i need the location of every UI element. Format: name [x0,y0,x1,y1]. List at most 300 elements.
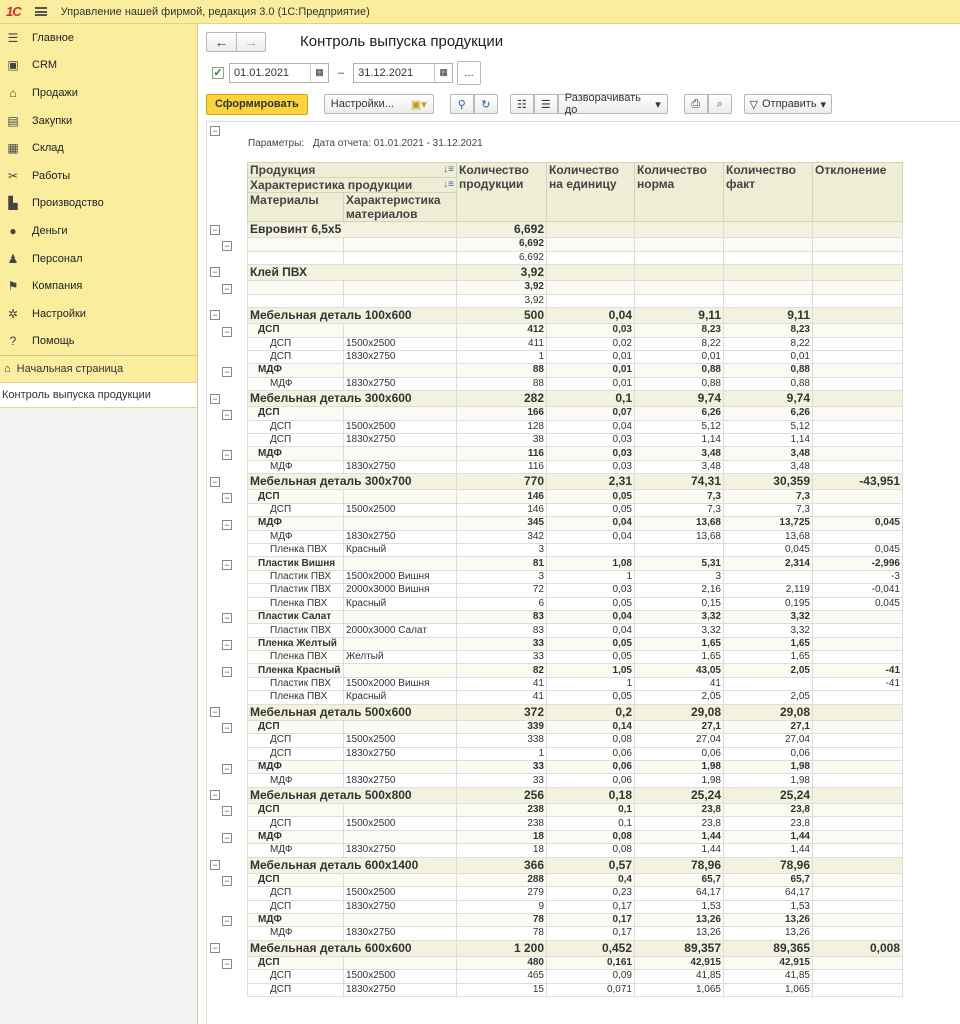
cell-qty-product: 238 [457,817,547,830]
cell-qty-per-unit: 0,17 [547,913,635,926]
table-row[interactable] [248,530,903,543]
material-group-row[interactable] [248,610,903,623]
sidebar-item[interactable] [0,217,197,245]
table-row[interactable] [248,624,903,637]
cell-qty-product: 146 [457,503,547,516]
cell-characteristic [344,490,457,503]
cell-deviation [813,787,903,803]
cell-qty-norm: 9,11 [635,307,724,323]
sidebar-open-page[interactable] [0,382,197,408]
material-group-row[interactable] [248,364,903,377]
cell-qty-per-unit: 0,08 [547,830,635,843]
report-area[interactable] [206,121,960,1024]
cell-qty-product: 1 200 [457,940,547,956]
cell-qty-per-unit: 0,08 [547,734,635,747]
cell-qty-fact: 78,96 [724,857,813,873]
cell-qty-per-unit: 2,31 [547,474,635,490]
cell-qty-fact: 23,8 [724,817,813,830]
sidebar-item[interactable] [0,245,197,273]
cell-name: Евровинт 6,5х5 [248,222,457,238]
cell-deviation [813,222,903,238]
sidebar-item[interactable] [0,107,197,135]
cell-name: ДСП [248,350,344,363]
product-group-row[interactable] [248,704,903,720]
cell-qty-fact: 1,14 [724,434,813,447]
cell-qty-norm [635,281,724,294]
collapse-group-icon[interactable]: − [222,450,232,460]
home-icon: ⌂ [4,363,11,376]
collapse-group-icon[interactable]: − [210,225,220,235]
cell-qty-product: 338 [457,734,547,747]
cell-qty-product: 38 [457,434,547,447]
cell-qty-product: 6,692 [457,222,547,238]
table-row[interactable] [248,337,903,350]
table-row[interactable] [248,460,903,473]
sidebar-item[interactable] [0,328,197,356]
sidebar-current-label: Контроль выпуска продукции [2,389,151,402]
cell-qty-fact: 0,06 [724,747,813,760]
cell-characteristic: Красный [344,691,457,704]
cell-qty-per-unit: 0,04 [547,624,635,637]
table-row[interactable] [248,503,903,516]
cell-characteristic: 1500х2000 Вишня [344,570,457,583]
material-group-row[interactable] [248,830,903,843]
sidebar-item-label: Продажи [32,86,78,99]
cell-name: МДФ [248,774,344,787]
cell-qty-norm: 1,44 [635,830,724,843]
cell-qty-product: 6,692 [457,251,547,264]
cell-qty-fact: 8,23 [724,324,813,337]
cell-qty-product: 146 [457,490,547,503]
cell-qty-norm: 5,31 [635,557,724,570]
cell-characteristic: 1830х2750 [344,774,457,787]
table-row[interactable] [248,350,903,363]
product-group-row[interactable] [248,787,903,803]
params-label: Параметры: [248,138,305,149]
cell-qty-fact: 27,1 [724,720,813,733]
cell-characteristic [344,761,457,774]
product-group-row[interactable] [248,222,903,238]
sidebar-item[interactable] [0,162,197,190]
cell-qty-product: 770 [457,474,547,490]
collapse-group-icon[interactable]: − [222,806,232,816]
sidebar-item[interactable] [0,79,197,107]
table-row[interactable] [248,817,903,830]
cell-name: Мебельная деталь 300х700 [248,474,457,490]
cell-name: ДСП [248,420,344,433]
cell-qty-product: 1 [457,350,547,363]
cell-qty-per-unit: 0,04 [547,307,635,323]
cell-qty-fact: 0,045 [724,543,813,556]
cell-characteristic: 1500х2500 [344,503,457,516]
sidebar-item-label: Персонал [32,252,83,265]
material-group-row[interactable] [248,490,903,503]
sidebar-item[interactable] [0,300,197,328]
cell-qty-fact: 42,915 [724,956,813,969]
cell-qty-product: 78 [457,927,547,940]
cell-qty-fact: 65,7 [724,873,813,886]
table-row[interactable] [248,584,903,597]
cell-name [248,251,344,264]
cell-deviation [813,887,903,900]
cell-qty-fact: 13,26 [724,913,813,926]
table-row[interactable] [248,844,903,857]
collapse-header-icon[interactable]: − [210,126,220,136]
material-group-row[interactable] [248,324,903,337]
collapse-group-icon[interactable]: − [222,959,232,969]
table-row[interactable] [248,294,903,307]
material-group-row[interactable] [248,720,903,733]
cell-qty-product: 81 [457,557,547,570]
cell-characteristic: 1500х2500 [344,970,457,983]
cell-characteristic [344,913,457,926]
cell-qty-fact: 5,12 [724,420,813,433]
table-row[interactable] [248,377,903,390]
table-row[interactable] [248,570,903,583]
collapse-group-icon[interactable]: − [222,520,232,530]
forward-button[interactable] [236,32,266,52]
collapse-group-icon[interactable]: − [210,394,220,404]
sidebar-item[interactable] [0,24,197,52]
collapse-group-icon[interactable]: − [222,367,232,377]
cell-qty-fact: 2,314 [724,557,813,570]
cell-qty-fact: 9,11 [724,307,813,323]
gear-icon: ✲ [7,306,19,321]
material-group-row[interactable] [248,913,903,926]
collapse-all-button[interactable] [534,94,558,114]
cell-qty-fact: 9,74 [724,391,813,407]
collapse-group-icon[interactable]: − [222,916,232,926]
material-group-row[interactable] [248,956,903,969]
cell-qty-product: 116 [457,460,547,473]
table-row[interactable] [248,983,903,996]
cell-qty-per-unit: 0,03 [547,324,635,337]
cell-qty-norm: 1,98 [635,774,724,787]
cell-characteristic: 1830х2750 [344,434,457,447]
product-group-row[interactable] [248,391,903,407]
crm-icon: ▣ [7,58,19,73]
cell-deviation [813,391,903,407]
collapse-group-icon[interactable]: − [222,640,232,650]
cell-qty-norm: 8,22 [635,337,724,350]
material-group-row[interactable] [248,407,903,420]
cell-characteristic: 2000х3000 Вишня [344,584,457,597]
collapse-group-icon[interactable]: − [222,327,232,337]
cell-characteristic: 2000х3000 Салат [344,624,457,637]
cell-deviation [813,460,903,473]
cell-name: МДФ [248,761,344,774]
cell-name: Пленка ПВХ [248,691,344,704]
cell-name: ДСП [248,720,344,733]
cell-qty-per-unit: 1,05 [547,664,635,677]
collapse-group-icon[interactable]: − [222,723,232,733]
collapse-group-icon[interactable]: − [222,493,232,503]
cell-qty-per-unit: 0,17 [547,927,635,940]
cell-characteristic [344,803,457,816]
cell-deviation [813,294,903,307]
material-group-row[interactable] [248,281,903,294]
cell-deviation [813,803,903,816]
cell-qty-product: 282 [457,391,547,407]
cell-qty-norm: 27,1 [635,720,724,733]
people-icon: ♟ [7,251,19,266]
calendar-icon[interactable]: ▦ [434,64,452,82]
table-row[interactable] [248,927,903,940]
period-selector [212,62,481,83]
collapse-group-icon[interactable]: − [222,613,232,623]
money-icon: ● [9,223,17,238]
collapse-group-icon[interactable]: − [210,267,220,277]
cell-name: ДСП [248,956,344,969]
cell-qty-product: 33 [457,637,547,650]
collapse-group-icon[interactable]: − [222,284,232,294]
preview-button[interactable] [708,94,732,114]
cell-name: Пластик Вишня [248,557,344,570]
cell-qty-product: 33 [457,774,547,787]
cell-deviation [813,774,903,787]
cell-qty-fact: 7,3 [724,503,813,516]
cell-name: Пленка Желтый [248,637,344,650]
cell-qty-product: 9 [457,900,547,913]
cell-characteristic: 1830х2750 [344,844,457,857]
cell-qty-norm: 5,12 [635,420,724,433]
cell-qty-product: 6 [457,597,547,610]
send-button[interactable] [744,94,832,114]
cell-deviation [813,857,903,873]
cell-qty-product: 33 [457,651,547,664]
table-row[interactable] [248,597,903,610]
table-row[interactable] [248,900,903,913]
cell-qty-per-unit: 0,04 [547,530,635,543]
cell-characteristic: 1500х2500 [344,817,457,830]
header-qty-product: Количество продукции [457,163,547,222]
calendar-icon[interactable]: ▦ [310,64,328,82]
table-row[interactable] [248,251,903,264]
collapse-group-icon[interactable]: − [222,764,232,774]
cell-name: ДСП [248,434,344,447]
cell-deviation: 0,045 [813,597,903,610]
cell-qty-product: 41 [457,691,547,704]
cell-qty-norm: 41 [635,677,724,690]
cell-qty-norm: 0,88 [635,364,724,377]
cell-deviation [813,983,903,996]
cell-characteristic [344,447,457,460]
send-icon: ▽ [749,98,758,111]
cell-qty-per-unit: 0,4 [547,873,635,886]
cell-characteristic: 1830х2750 [344,377,457,390]
cell-name: Пленка Красный [248,664,344,677]
table-row[interactable] [248,774,903,787]
cell-qty-norm: 0,06 [635,747,724,760]
grouping-gutter [207,122,247,1024]
sidebar-item-label: Компания [32,280,83,293]
cell-qty-product: 288 [457,873,547,886]
cell-deviation [813,337,903,350]
cell-qty-norm: 1,65 [635,637,724,650]
cell-name: Мебельная деталь 100х600 [248,307,457,323]
collapse-group-icon[interactable]: − [222,410,232,420]
cell-name: ДСП [248,503,344,516]
cell-qty-fact: 2,05 [724,664,813,677]
cell-characteristic: 1500х2500 [344,337,457,350]
expand-to-button[interactable] [558,94,668,114]
cell-name: Мебельная деталь 500х600 [248,704,457,720]
cell-deviation [813,610,903,623]
cell-name: Мебельная деталь 600х600 [248,940,457,956]
table-row[interactable] [248,887,903,900]
table-row[interactable] [248,651,903,664]
collapse-group-icon[interactable]: − [222,876,232,886]
cell-qty-product: 128 [457,420,547,433]
product-group-row[interactable] [248,264,903,280]
table-row[interactable] [248,543,903,556]
collapse-group-icon[interactable]: − [210,477,220,487]
material-group-row[interactable] [248,803,903,816]
cell-name: ДСП [248,900,344,913]
cell-characteristic [344,664,457,677]
cell-qty-fact: 23,8 [724,803,813,816]
cell-qty-fact: 30,359 [724,474,813,490]
cell-qty-fact [724,238,813,251]
cell-qty-per-unit: 0,01 [547,350,635,363]
material-group-row[interactable] [248,557,903,570]
table-row[interactable] [248,970,903,983]
cell-deviation [813,324,903,337]
header-characteristic: Характеристика продукции ↓≡ [248,178,457,193]
cell-name: ДСП [248,887,344,900]
sidebar-item[interactable] [0,272,197,300]
cell-qty-per-unit: 1 [547,677,635,690]
period-choose-button[interactable]: ... [457,61,481,85]
cell-deviation [813,350,903,363]
cell-characteristic [344,830,457,843]
cell-qty-norm: 1,44 [635,844,724,857]
sidebar-item-label: Закупки [32,114,73,127]
cell-qty-norm [635,238,724,251]
cell-name: Мебельная деталь 600х1400 [248,857,457,873]
cell-qty-per-unit: 0,09 [547,970,635,983]
cell-qty-product: 238 [457,803,547,816]
cell-qty-norm: 8,23 [635,324,724,337]
sidebar-item[interactable] [0,190,197,218]
cell-qty-per-unit [547,222,635,238]
search-reset-button[interactable] [474,94,498,114]
cell-qty-fact [724,281,813,294]
cell-qty-norm [635,251,724,264]
search-button[interactable] [450,94,474,114]
cell-qty-fact: 8,22 [724,337,813,350]
cell-qty-norm: 1,65 [635,651,724,664]
collapse-group-icon[interactable]: − [210,790,220,800]
table-row[interactable] [248,434,903,447]
menu-icon[interactable] [35,7,47,16]
table-row[interactable] [248,691,903,704]
material-group-row[interactable] [248,664,903,677]
back-button[interactable] [206,32,236,52]
search-reset-icon: ↻ [481,98,491,111]
cell-qty-fact: 0,195 [724,597,813,610]
material-group-row[interactable] [248,873,903,886]
cell-qty-per-unit: 0,2 [547,704,635,720]
cell-characteristic [344,873,457,886]
collapse-group-icon[interactable]: − [210,860,220,870]
cell-qty-per-unit [547,543,635,556]
product-group-row[interactable] [248,857,903,873]
cell-name [248,294,344,307]
collapse-group-icon[interactable]: − [222,667,232,677]
table-row[interactable] [248,677,903,690]
product-group-row[interactable] [248,307,903,323]
cell-qty-norm: 23,8 [635,817,724,830]
cell-characteristic: 1830х2750 [344,747,457,760]
cell-qty-product: 83 [457,610,547,623]
date-to-field[interactable] [353,63,453,83]
cell-name [248,281,344,294]
variants-icon: ▣▾ [410,98,427,111]
cell-characteristic: 1830х2750 [344,983,457,996]
cell-qty-per-unit [547,238,635,251]
sidebar-item[interactable] [0,134,197,162]
cell-deviation [813,691,903,704]
material-group-row[interactable] [248,761,903,774]
table-row[interactable] [248,420,903,433]
collapse-group-icon[interactable]: − [222,833,232,843]
material-group-row[interactable] [248,637,903,650]
cell-deviation [813,720,903,733]
cell-qty-product: 15 [457,983,547,996]
cell-qty-norm: 0,01 [635,350,724,363]
date-from-field[interactable] [229,63,329,83]
cell-qty-product: 41 [457,677,547,690]
sidebar-item-label: Настройки [32,307,86,320]
cell-name: Пластик ПВХ [248,584,344,597]
material-group-row[interactable] [248,238,903,251]
cell-deviation [813,844,903,857]
cell-qty-fact: 3,32 [724,624,813,637]
cell-characteristic: 1830х2750 [344,927,457,940]
collapse-group-icon[interactable]: − [210,310,220,320]
collapse-group-icon[interactable]: − [210,707,220,717]
collapse-group-icon[interactable]: − [222,241,232,251]
sidebar-item[interactable] [0,52,197,80]
product-group-row[interactable] [248,940,903,956]
material-group-row[interactable] [248,517,903,530]
collapse-group-icon[interactable]: − [222,560,232,570]
table-row[interactable] [248,734,903,747]
cell-qty-fact: 41,85 [724,970,813,983]
cell-qty-product: 500 [457,307,547,323]
sidebar-home-link[interactable] [0,356,197,382]
expand-all-button[interactable] [510,94,534,114]
cell-name: МДФ [248,517,344,530]
generate-button[interactable]: Сформировать [206,94,308,115]
collapse-group-icon[interactable]: − [210,943,220,953]
period-checkbox[interactable]: ✓ [213,67,223,79]
cell-characteristic: Желтый [344,651,457,664]
cell-qty-fact: 29,08 [724,704,813,720]
cell-deviation: 0,045 [813,543,903,556]
factory-icon: ▙ [8,196,18,211]
product-group-row[interactable] [248,474,903,490]
print-button[interactable] [684,94,708,114]
send-label: Отправить [762,98,817,110]
cell-qty-per-unit: 0,06 [547,761,635,774]
page-title: Контроль выпуска продукции [300,33,504,50]
settings-button[interactable] [324,94,434,114]
table-row[interactable] [248,747,903,760]
material-group-row[interactable] [248,447,903,460]
cell-characteristic [344,364,457,377]
